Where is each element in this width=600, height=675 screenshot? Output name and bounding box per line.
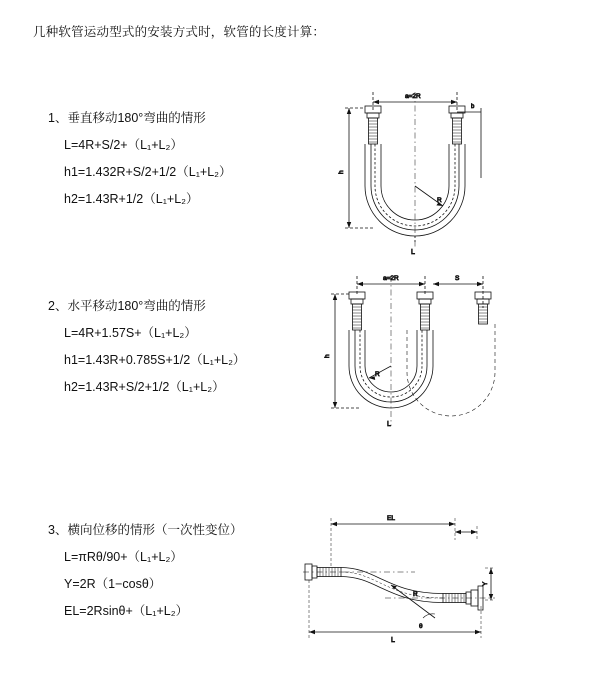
svg-text:R: R: [437, 197, 442, 204]
section-1-formula-1: L=4R+S/2+（L₁+L₂）: [64, 138, 183, 152]
svg-text:L: L: [411, 249, 415, 256]
section-1-formula-3: h2=1.43R+1/2（L₁+L₂）: [64, 192, 199, 206]
horizontal-180-bend-svg: [305, 266, 505, 456]
section-2-text: [48, 296, 308, 404]
svg-text:θ: θ: [419, 623, 423, 630]
section-1-title: 1、垂直移动180°弯曲的情形: [48, 111, 206, 125]
section-3-title: 3、横向位移的情形（一次性变位）: [48, 523, 243, 537]
svg-text:S: S: [455, 275, 460, 282]
vertical-180-bend-svg: [305, 78, 495, 268]
svg-text:a=2R: a=2R: [405, 93, 421, 100]
lateral-offset-svg: [295, 506, 505, 646]
svg-text:R: R: [413, 591, 418, 598]
svg-text:b: b: [471, 104, 475, 110]
section-2-formula-1: L=4R+1.57S+（L₁+L₂）: [64, 326, 197, 340]
section-3-formula-1: L=πRθ/90+（L₁+L₂）: [64, 550, 183, 564]
section-1-text: [48, 108, 308, 216]
intro-text: 几种软管运动型式的安装方式时，软管的长度计算：: [33, 25, 326, 39]
section-3-text: [48, 520, 308, 628]
svg-text:a=2R: a=2R: [383, 275, 399, 282]
section-2-formula-2: h1=1.43R+0.785S+1/2（L₁+L₂）: [64, 353, 246, 367]
svg-text:Y: Y: [482, 581, 489, 586]
lateral-offset-diagram: [295, 506, 505, 651]
section-3-formula-2: Y=2R（1−cosθ）: [64, 577, 162, 591]
vertical-180-bend-diagram: [305, 78, 495, 273]
section-1-formula-2: h1=1.432R+S/2+1/2（L₁+L₂）: [64, 165, 232, 179]
section-2-formula-3: h2=1.43R+S/2+1/2（L₁+L₂）: [64, 380, 225, 394]
svg-text:EL: EL: [387, 515, 395, 522]
section-3-formula-3: EL=2Rsinθ+（L₁+L₂）: [64, 604, 189, 618]
svg-text:L: L: [387, 421, 391, 428]
svg-text:L: L: [391, 637, 395, 644]
svg-text:h: h: [324, 354, 331, 358]
svg-text:R: R: [375, 371, 380, 378]
horizontal-180-bend-diagram: [305, 266, 505, 461]
svg-text:h: h: [338, 170, 345, 174]
section-2-title: 2、水平移动180°弯曲的情形: [48, 299, 206, 313]
